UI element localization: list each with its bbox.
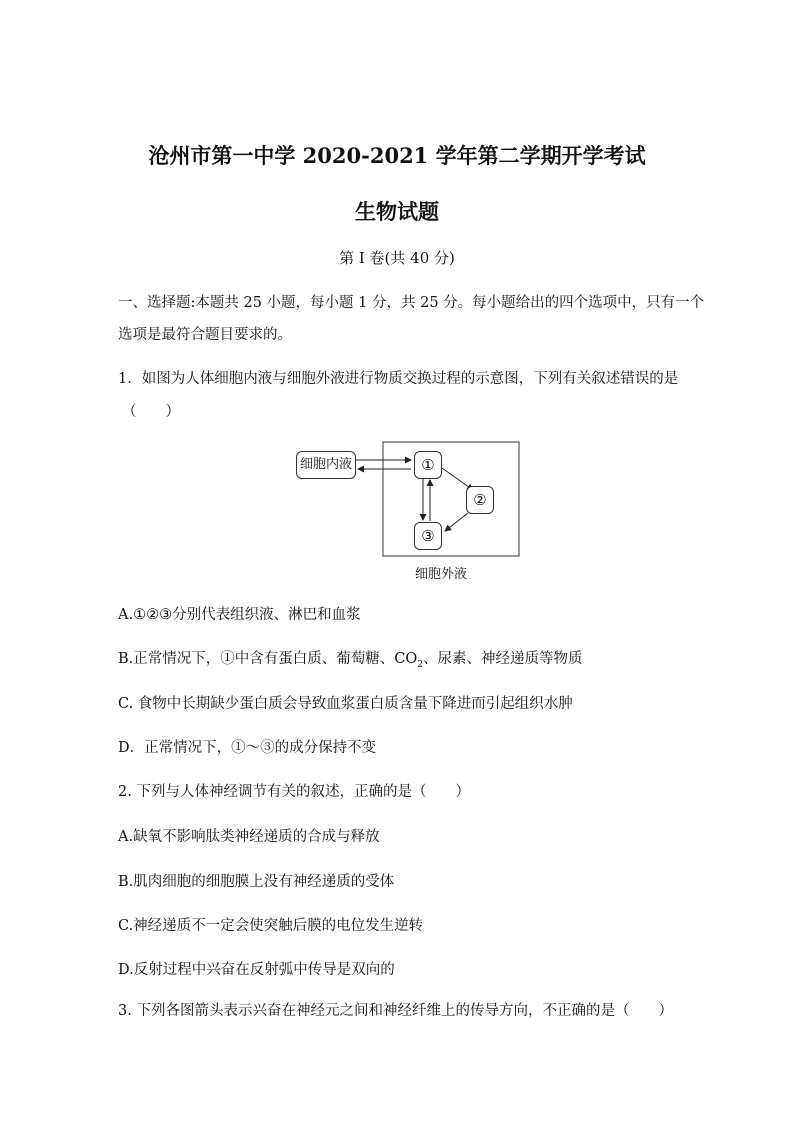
q1-stem: 1．如图为人体细胞内液与细胞外液进行物质交换过程的示意图，下列有关叙述错误的是 [118,371,679,387]
subject-title: 生物试题 [355,199,439,224]
arrow-2-to-3 [445,513,468,531]
q1-option-b-subscript: 2 [417,659,423,670]
instruction-line-1: 一、选择题:本题共 25 小题，每小题 1 分，共 25 分。每小题给出的四个选项中，只有一个 [118,295,705,311]
q2-stem: 2. 下列与人体神经调节有关的叙述，正确的是（ ） [118,784,470,800]
extracellular-frame [383,442,519,556]
exchange-diagram [290,438,530,583]
q1-option-b [118,647,582,670]
node-2-box: ② [466,486,494,514]
q1-option-b-text: B.正常情况下，①中含有蛋白质、葡萄糖、CO [118,651,418,667]
q2-option-d: D.反射过程中兴奋在反射弧中传导是双向的 [118,962,395,978]
extracellular-caption: 细胞外液 [415,567,468,582]
instruction-line-2: 选项是最符合题目要求的。 [118,327,292,343]
q2-option-c: C.神经递质不一定会使突触后膜的电位发生逆转 [118,918,424,934]
q1-option-d: D．正常情况下，①～③的成分保持不变 [118,740,377,756]
q1-answer-paren: （ ） [122,404,180,420]
q1-option-c: C. 食物中长期缺少蛋白质会导致血浆蛋白质含量下降进而引起组织水肿 [118,696,573,712]
node-1-box: ① [414,451,442,479]
node-3-box: ③ [414,522,442,550]
intracellular-box: 细胞内液 [296,451,356,479]
q2-option-a: A.缺氧不影响肽类神经递质的合成与释放 [118,829,380,845]
q1-option-b-text-end: 、尿素、神经递质等物质 [422,651,583,667]
q1-option-a: A.①②③分别代表组织液、淋巴和血浆 [118,607,361,623]
section-heading: 第 I 卷(共 40 分) [339,249,455,267]
exam-title: 沧州市第一中学 2020-2021 学年第二学期开学考试 [148,143,646,168]
q2-option-b: B.肌肉细胞的细胞膜上没有神经递质的受体 [118,874,395,890]
q3-stem: 3. 下列各图箭头表示兴奋在神经元之间和神经纤维上的传导方向，不正确的是（ ） [118,1003,673,1019]
